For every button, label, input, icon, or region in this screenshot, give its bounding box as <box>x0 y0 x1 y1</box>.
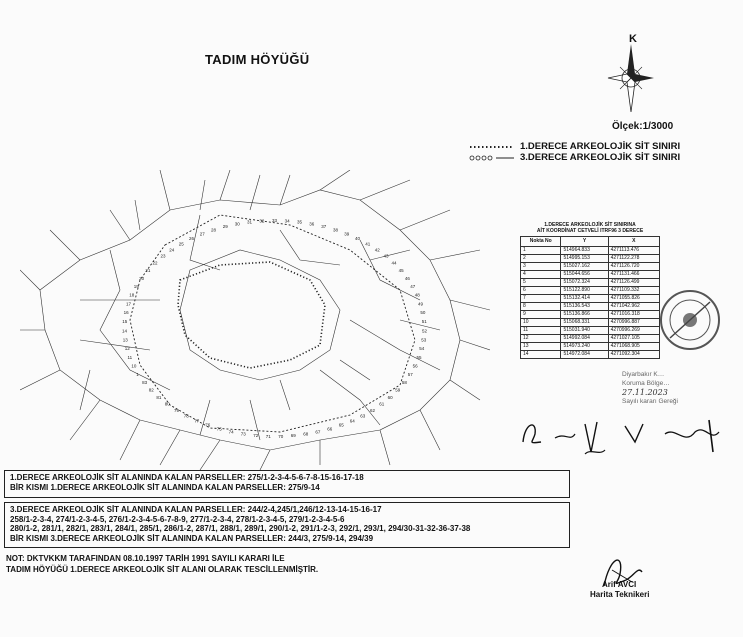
y-coordinate-cell: 514972.084 <box>561 351 608 359</box>
point-number-cell: 12 <box>521 335 561 343</box>
point-number-cell: 3 <box>521 263 561 271</box>
office-line-1: Diyarbakır K… <box>622 371 665 378</box>
technician-role: Harita Teknikeri <box>590 590 650 599</box>
y-coordinate-cell: 515122.890 <box>561 287 608 295</box>
x-coordinate-cell: 4271109.332 <box>608 287 659 295</box>
coordinate-row <box>521 351 660 359</box>
parcel-point-label: 47 <box>410 284 416 290</box>
x-coordinate-cell: 4271092.304 <box>608 351 659 359</box>
office-line-3: Sayılı kararı Gereği <box>622 398 678 405</box>
parcel-point-label: 45 <box>398 268 404 274</box>
x-coordinate-cell: 4271126.499 <box>608 279 659 287</box>
y-coordinate-cell: 514995.153 <box>561 255 608 263</box>
x-coordinate-cell: 4271131.466 <box>608 271 659 279</box>
parcel-point-label: 58 <box>401 380 407 385</box>
x-coordinate-cell: 4271016.318 <box>608 311 659 319</box>
y-coordinate-cell: 515072.324 <box>561 279 608 287</box>
parcel-point-label: 27 <box>199 231 205 237</box>
parcel-point-label: 62 <box>370 407 376 413</box>
parcel-point-label: 40 <box>355 236 361 241</box>
coordinate-row <box>521 247 660 255</box>
parcel-point-label: 19 <box>133 284 139 290</box>
coordinate-row <box>521 287 660 295</box>
coordinate-row <box>521 335 660 343</box>
parcel-point-label: 60 <box>387 394 393 400</box>
third-degree-parcels-line-1: 3.DERECE ARKEOLOJİK SİT ALANINDA KALAN PARSELLER: 244/2-4,245/1,246/12-13-14-15-16-17 <box>10 505 382 514</box>
parcel-point-label: 23 <box>160 253 166 259</box>
parcel-point-label: 26 <box>189 236 195 241</box>
parcel-point-label: 24 <box>169 247 175 253</box>
coordinate-table <box>520 236 660 359</box>
parcel-point-label: 79 <box>174 407 180 413</box>
coordinate-row <box>521 295 660 303</box>
parcel-point-label: 68 <box>303 431 309 437</box>
parcel-point-label: 31 <box>247 219 253 225</box>
y-coordinate-cell: 514973.240 <box>561 343 608 351</box>
parcel-point-label: 34 <box>284 218 290 224</box>
coordinate-table-title-1: 1.DERECE ARKEOLOJİK SİT SINIRINA <box>544 222 636 228</box>
x-coordinate-cell: 4271126.720 <box>608 263 659 271</box>
legend-item-2 <box>468 152 680 163</box>
coordinate-table-title-2: AİT KOORDİNAT CETVELİ ITRF96 3 DERECE <box>536 228 644 234</box>
parcel-point-label: 10 <box>131 363 137 369</box>
parcel-point-label: 18 <box>129 292 135 298</box>
parcel-point-label: 51 <box>421 319 427 325</box>
legend-label-2: 3.DERECE ARKEOLOJİK SİT SINIRI <box>520 152 681 163</box>
coordinate-row <box>521 263 660 271</box>
parcel-point-label: 35 <box>297 219 303 225</box>
coordinate-row <box>521 327 660 335</box>
cadastral-parcel-map <box>20 170 490 470</box>
parcel-point-label: 15 <box>122 319 128 325</box>
parcel-point-label: 21 <box>145 268 151 274</box>
parcel-point-label: 64 <box>349 418 355 424</box>
parcel-point-label: 81 <box>156 394 162 400</box>
point-number-cell: 8 <box>521 303 561 311</box>
parcel-point-label: 30 <box>234 221 240 227</box>
parcel-point-label: 75 <box>216 426 222 432</box>
parcel-point-label: 25 <box>178 241 184 247</box>
parcel-point-label: 37 <box>321 224 327 229</box>
y-coordinate-cell: 515068.331 <box>561 319 608 327</box>
first-degree-parcels-box <box>4 470 570 498</box>
third-degree-parcels-box <box>4 502 570 548</box>
parcel-point-label: 57 <box>407 372 413 377</box>
parcel-point-label: 71 <box>265 433 271 439</box>
third-degree-parcels-line-3: 280/1-2, 281/1, 282/1, 283/1, 284/1, 285/1, 286/1-2, 287/1, 288/1, 289/1, 290/1-2, 291/1-2-3, 292/1, 293/1, 294/30-31-32-36-37-38 <box>10 524 471 533</box>
technician-name: Arif AVCI <box>602 580 637 589</box>
parcel-point-label: 12 <box>124 346 130 352</box>
parcel-point-label: 54 <box>419 346 425 352</box>
office-line-2: Koruma Bölge… <box>622 380 670 387</box>
parcel-point-label: 65 <box>338 422 344 428</box>
y-coordinate-cell: 515044.656 <box>561 271 608 279</box>
first-degree-parcels-line: 1.DERECE ARKEOLOJİK SİT ALANINDA KALAN PARSELLER: 275/1-2-3-4-5-6-7-8-15-16-17-18 <box>10 473 364 482</box>
point-number-cell: 10 <box>521 319 561 327</box>
parcel-point-label: 1 <box>136 372 139 377</box>
parcel-point-label: 73 <box>240 431 246 437</box>
point-number-cell: 4 <box>521 271 561 279</box>
coordinate-row <box>521 319 660 327</box>
parcel-point-label: 82 <box>148 387 154 393</box>
coordinate-table-box <box>520 222 660 359</box>
col-header-x: X <box>608 237 659 247</box>
map-title: TADIM HÖYÜĞÜ <box>205 52 310 67</box>
parcel-point-label: 80 <box>164 401 170 407</box>
coordinate-row <box>521 271 660 279</box>
parcel-point-label: 59 <box>395 387 401 393</box>
legend-item-1 <box>468 141 680 152</box>
parcel-point-label: 63 <box>360 413 366 419</box>
parcel-point-label: 20 <box>139 276 145 281</box>
point-number-cell: 7 <box>521 295 561 303</box>
note-line-1: NOT: DKTVKKM TARAFINDAN 08.10.1997 TARİH 1991 SAYILI KARARI İLE <box>6 554 285 563</box>
x-coordinate-cell: 4271027.105 <box>608 335 659 343</box>
parcel-point-label: 69 <box>290 433 296 439</box>
coordinate-row <box>521 343 660 351</box>
parcel-point-label: 32 <box>259 218 265 224</box>
point-number-cell: 14 <box>521 351 561 359</box>
x-coordinate-cell: 4271068.905 <box>608 343 659 351</box>
parcel-point-label: 53 <box>421 337 427 343</box>
parcel-point-label: 77 <box>194 418 200 424</box>
point-number-cell: 5 <box>521 279 561 287</box>
x-coordinate-cell: 4270996.269 <box>608 327 659 335</box>
parcel-point-label: 17 <box>126 301 132 307</box>
parcel-point-label: 41 <box>365 241 371 247</box>
parcel-point-label: 78 <box>183 413 189 419</box>
parcel-point-label: 83 <box>142 380 148 385</box>
north-label: K <box>629 33 637 45</box>
parcel-point-label: 42 <box>374 247 380 253</box>
first-degree-partial-line: BİR KISMI 1.DERECE ARKEOLOJİK SİT ALANINDA KALAN PARSELLER: 275/9-14 <box>10 482 320 492</box>
parcel-point-label: 14 <box>122 328 128 334</box>
parcel-point-label: 33 <box>272 218 278 223</box>
y-coordinate-cell: 514992.084 <box>561 335 608 343</box>
coordinate-row <box>521 311 660 319</box>
point-number-cell: 9 <box>521 311 561 319</box>
parcel-point-label: 72 <box>253 433 259 439</box>
parcel-point-label: 50 <box>420 310 426 316</box>
dotted-line-symbol <box>468 143 516 151</box>
parcel-point-label: 70 <box>278 433 284 439</box>
x-coordinate-cell: 4271113.476 <box>608 247 659 255</box>
parcel-point-label: 28 <box>211 227 217 233</box>
third-degree-parcels-line-2: 258/1-2-3-4, 274/1-2-3-4-5, 276/1-2-3-4-5-6-7-8-9, 277/1-2-3-4, 278/1-2-3-4-5, 279/1-2-3-4-5-6 <box>10 514 345 524</box>
parcel-point-label: 56 <box>412 363 418 369</box>
parcel-point-label: 36 <box>309 221 315 227</box>
parcel-point-label: 44 <box>391 260 397 266</box>
point-number-cell: 1 <box>521 247 561 255</box>
map-scale: Ölçek:1/3000 <box>612 121 674 132</box>
parcel-point-label: 29 <box>222 224 228 229</box>
parcel-point-label: 76 <box>205 422 211 428</box>
official-seal-stamp <box>658 288 722 352</box>
point-number-cell: 2 <box>521 255 561 263</box>
parcel-point-label: 43 <box>383 253 389 259</box>
parcel-point-label: 61 <box>379 401 385 407</box>
parcel-point-label: 67 <box>315 429 321 435</box>
parcel-point-label: 13 <box>122 337 128 343</box>
registration-note <box>6 553 318 575</box>
parcel-point-label: 52 <box>422 328 428 334</box>
parcel-point-label: 48 <box>414 292 420 298</box>
parcel-point-label: 66 <box>327 426 333 432</box>
point-number-cell: 6 <box>521 287 561 295</box>
point-number-cell: 13 <box>521 343 561 351</box>
y-coordinate-cell: 514964.833 <box>561 247 608 255</box>
legend-label-1: 1.DERECE ARKEOLOJİK SİT SINIRI <box>520 141 681 152</box>
parcel-point-label: 55 <box>416 355 422 360</box>
circle-line-symbol <box>468 154 516 162</box>
parcel-point-label: 46 <box>404 276 410 281</box>
parcel-point-label: 74 <box>228 429 234 435</box>
y-coordinate-cell: 515031.940 <box>561 327 608 335</box>
parcel-point-label: 39 <box>344 231 350 237</box>
committee-signatures <box>515 412 743 457</box>
x-coordinate-cell: 4271042.962 <box>608 303 659 311</box>
col-header-point: Nokta No <box>521 237 561 247</box>
note-line-2: TADIM HÖYÜĞÜ 1.DERECE ARKEOLOJİK SİT ALANI OLARAK TESCİLLENMİŞTİR. <box>6 565 319 574</box>
x-coordinate-cell: 4270996.887 <box>608 319 659 327</box>
third-degree-partial-line: BİR KISMI 3.DERECE ARKEOLOJİK SİT ALANINDA KALAN PARSELLER: 244/3, 275/9-14, 294/39 <box>10 533 374 543</box>
y-coordinate-cell: 515027.162 <box>561 263 608 271</box>
parcel-point-label: 38 <box>333 227 339 233</box>
y-coordinate-cell: 515136.543 <box>561 303 608 311</box>
x-coordinate-cell: 4271055.826 <box>608 295 659 303</box>
compass-rose-icon <box>606 40 656 116</box>
coordinate-row <box>521 255 660 263</box>
parcel-point-label: 49 <box>418 301 424 307</box>
col-header-y: Y <box>561 237 608 247</box>
parcel-point-label: 22 <box>152 260 158 266</box>
coordinate-row <box>521 279 660 287</box>
office-approval-stamp <box>622 370 732 406</box>
parcel-point-label: 16 <box>123 310 129 316</box>
y-coordinate-cell: 515136.866 <box>561 311 608 319</box>
parcel-point-label: 11 <box>127 355 133 360</box>
x-coordinate-cell: 4271122.278 <box>608 255 659 263</box>
point-number-cell: 11 <box>521 327 561 335</box>
y-coordinate-cell: 515132.414 <box>561 295 608 303</box>
approval-date: 27.11.2023 <box>622 388 668 397</box>
coordinate-row <box>521 303 660 311</box>
